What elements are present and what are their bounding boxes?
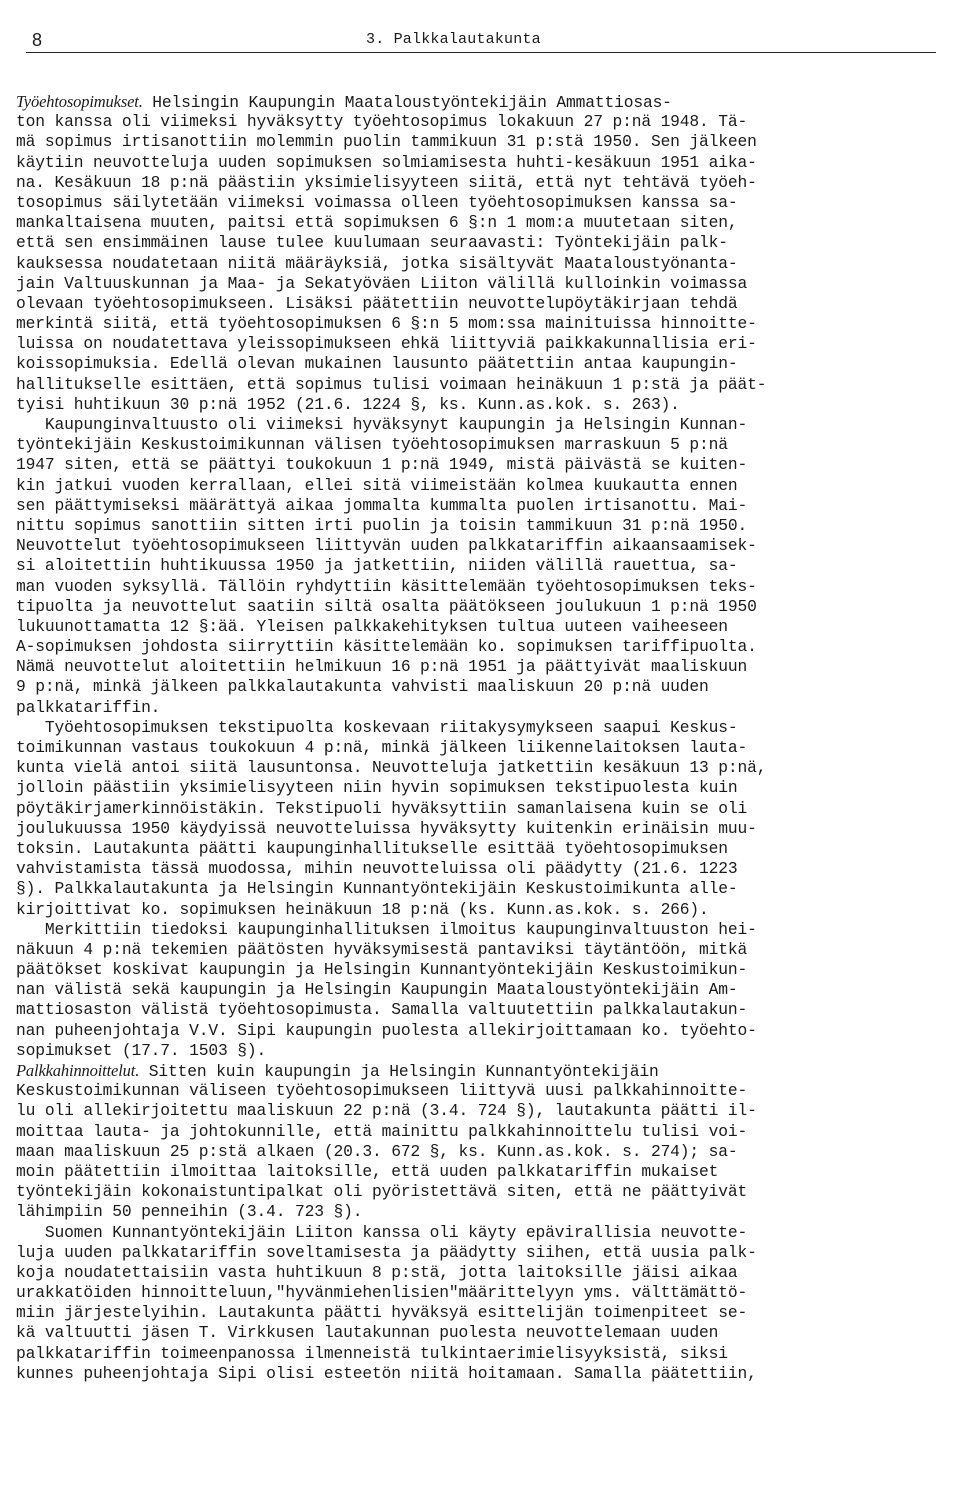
line-text: jolloin päästiin yksimielisyyteen niin hyvin sopimuksen tekstipuolesta kuin xyxy=(16,778,738,798)
line-text: Helsingin Kaupungin Maataloustyöntekijäin Ammattiosas- xyxy=(142,93,672,112)
line-text: tipuolta ja neuvottelut saatiin siltä osalta päätökseen joulukuun 1 p:nä 1950 xyxy=(16,596,757,616)
text-line xyxy=(16,637,950,657)
line-text: että sen ensimmäinen lause tulee kuulumaan seuraavasti: Työntekijäin palk- xyxy=(16,233,728,253)
text-line xyxy=(16,476,950,496)
line-text: maan maaliskuun 25 p:stä alkaen (20.3. 672 §, ks. Kunn.as.kok. s. 274); sa- xyxy=(16,1141,738,1161)
text-line xyxy=(16,455,950,475)
line-text: kunta vielä antoi siitä lausuntonsa. Neuvotteluja jatkettiin kesäkuun 13 p:nä, xyxy=(16,758,767,778)
line-text: man vuoden syksyllä. Tällöin ryhdyttiin käsittelemään työehtosopimuksen teks- xyxy=(16,576,757,596)
line-text: kin jatkui vuoden kerrallaan, ellei sitä viimeistään kolmea kuukautta ennen xyxy=(16,475,738,495)
text-line xyxy=(16,657,950,677)
text-line xyxy=(16,516,950,536)
text-line xyxy=(16,1081,950,1101)
line-text: palkkatariffin toimeenpanossa ilmenneistä tulkintaerimielisyyksistä, siksi xyxy=(16,1343,728,1363)
line-text: sopimukset (17.7. 1503 §). xyxy=(16,1040,267,1060)
body-text xyxy=(16,92,950,1384)
line-text: hallitukselle esittäen, että sopimus tulisi voimaan heinäkuun 1 p:stä ja päät- xyxy=(16,374,767,394)
text-line xyxy=(16,960,950,980)
text-line xyxy=(16,1182,950,1202)
line-text: na. Kesäkuun 18 p:nä päästiin yksimielisyyteen siitä, että nyt tehtävä työeh- xyxy=(16,172,757,192)
line-text: 9 p:nä, minkä jälkeen palkkalautakunta vahvisti maaliskuun 20 p:nä uuden xyxy=(16,677,709,697)
line-text: joulukuussa 1950 käydyissä neuvotteluissa hyväksytty kuitenkin erinäisin muu- xyxy=(16,818,757,838)
line-text: tyisi huhtikuun 30 p:nä 1952 (21.6. 1224 §, ks. Kunn.as.kok. s. 263). xyxy=(16,394,680,414)
line-text: merkintä siitä, että työehtosopimuksen 6 §:n 5 mom:ssa mainituissa hinnoitte- xyxy=(16,314,757,334)
line-text: käytiin neuvotteluja uuden sopimuksen solmiamisesta huhti-kesäkuun 1951 aika- xyxy=(16,152,757,172)
line-text: koja noudatettaisiin vasta huhtikuun 8 p:stä, jotta laitoksille jäisi aikaa xyxy=(16,1262,738,1282)
line-text: jain Valtuuskunnan ja Maa- ja Sekatyöväen Liiton välillä kulloinkin voimassa xyxy=(16,273,748,293)
text-line xyxy=(16,1344,950,1364)
text-line xyxy=(16,233,950,253)
text-line xyxy=(16,1263,950,1283)
text-line xyxy=(16,1364,950,1384)
text-line xyxy=(16,1283,950,1303)
text-line xyxy=(16,435,950,455)
line-text: mattiosaston välistä työehtosopimusta. Samalla valtuutettiin palkkalautakun- xyxy=(16,1000,748,1020)
line-text: si aloitettiin huhtikuussa 1950 ja jatkettiin, niiden välillä rauettua, sa- xyxy=(16,556,738,576)
text-line xyxy=(16,173,950,193)
line-text: Nämä neuvottelut aloitettiin helmikuun 16 p:nä 1951 ja päättyivät maaliskuun xyxy=(16,657,748,677)
line-text: miin järjestelyihin. Lautakunta päätti hyväksyä esittelijän toimenpiteet se- xyxy=(16,1303,748,1323)
line-text: Kaupunginvaltuusto oli viimeksi hyväksynyt kaupungin ja Helsingin Kunnan- xyxy=(16,415,748,434)
text-line xyxy=(16,859,950,879)
text-line xyxy=(16,1021,950,1041)
text-line xyxy=(16,980,950,1000)
text-line xyxy=(16,900,950,920)
line-text: näkuun 4 p:nä tekemien päätösten hyväksymisestä pantaviksi täytäntöön, mitkä xyxy=(16,939,748,959)
line-text: kä valtuutti jäsen T. Virkkusen lautakunnan puolesta neuvottelemaan uuden xyxy=(16,1323,719,1343)
text-line xyxy=(16,778,950,798)
line-text: työntekijäin kokonaistuntipalkat oli pyöristettävä siten, että ne päättyivät xyxy=(16,1182,748,1202)
line-text: nittu sopimus sanottiin sitten irti puolin ja toisin tammikuun 31 p:nä 1950. xyxy=(16,515,748,535)
page-header xyxy=(26,22,936,53)
line-text: kauksessa noudatetaan niitä määräyksiä, jotka sisältyvät Maataloustyönanta- xyxy=(16,253,738,273)
line-text: Neuvottelut työehtosopimukseen liittyvän uuden palkkatariffin aikaansaamisek- xyxy=(16,536,757,556)
line-text: mä sopimus irtisanottiin molemmin puolin tammikuun 31 p:stä 1950. Sen jälkeen xyxy=(16,132,757,152)
text-line xyxy=(16,1223,950,1243)
line-text: moin päätettiin ilmoittaa laitoksille, että uuden palkkatariffin mukaiset xyxy=(16,1161,719,1181)
text-line xyxy=(16,193,950,213)
text-line xyxy=(16,819,950,839)
line-text: lähimpiin 50 penneihin (3.4. 723 §). xyxy=(16,1202,363,1222)
text-line xyxy=(16,354,950,374)
text-line xyxy=(16,1162,950,1182)
line-text: toksin. Lautakunta päätti kaupunginhallitukselle esittää työehtosopimuksen xyxy=(16,838,728,858)
text-line xyxy=(16,1061,950,1081)
line-text: pöytäkirjamerkinnöistäkin. Tekstipuoli hyväksyttiin samanlaisena kuin se oli xyxy=(16,798,748,818)
line-text: kunnes puheenjohtaja Sipi olisi esteetön niitä hoitamaan. Samalla päätettiin, xyxy=(16,1363,757,1383)
text-line xyxy=(16,1142,950,1162)
line-text: lukuunottamatta 12 §:ää. Yleisen palkkakehityksen tultua uuteen vaiheeseen xyxy=(16,616,728,636)
text-line xyxy=(16,556,950,576)
text-line xyxy=(16,1303,950,1323)
page-number: 8 xyxy=(32,30,43,50)
text-line xyxy=(16,92,950,112)
line-text: Keskustoimikunnan väliseen työehtosopimukseen liittyvä uusi palkkahinnoitte- xyxy=(16,1081,748,1101)
line-text: päätökset koskivat kaupungin ja Helsingin Kunnantyöntekijäin Keskustoimikun- xyxy=(16,960,748,980)
section-heading: Palkkahinnoittelut. xyxy=(16,1061,140,1080)
line-text: nan välistä sekä kaupungin ja Helsingin Kaupungin Maataloustyöntekijäin Am- xyxy=(16,980,738,1000)
line-text: 1947 siten, että se päättyi toukokuun 1 p:nä 1949, mistä päivästä se kuiten- xyxy=(16,455,748,475)
text-line xyxy=(16,920,950,940)
line-text: luissa on noudatettava yleissopimukseen ehkä liittyviä paikkakunnallisia eri- xyxy=(16,334,757,354)
line-text: A-sopimuksen johdosta siirryttiin käsittelemään ko. sopimuksen tariffipuolta. xyxy=(16,637,757,657)
running-head: 3. Palkkalautakunta xyxy=(366,31,541,48)
line-text: luja uuden palkkatariffin soveltamisesta ja päädytty siihen, että uusia palk- xyxy=(16,1242,757,1262)
line-text: koissopimuksia. Edellä olevan mukainen lausunto päätettiin antaa kaupungin- xyxy=(16,354,738,374)
text-line xyxy=(16,1243,950,1263)
line-text: vahvistamista tässä muodossa, mihin neuvotteluissa oli päädytty (21.6. 1223 xyxy=(16,859,738,879)
text-line xyxy=(16,577,950,597)
text-line xyxy=(16,677,950,697)
text-line xyxy=(16,879,950,899)
line-text: ton kanssa oli viimeksi hyväksytty työehtosopimus lokakuun 27 p:nä 1948. Tä- xyxy=(16,112,748,132)
line-text: sen päättymiseksi määrättyä aikaa jommalta kummalta puolen irtisanottu. Mai- xyxy=(16,495,748,515)
line-text: moittaa lauta- ja johtokunnille, että mainittu palkkahinnoittelu tulisi voi- xyxy=(16,1121,748,1141)
line-text: olevaan työehtosopimukseen. Lisäksi päätettiin neuvottelupöytäkirjaan tehdä xyxy=(16,293,738,313)
text-line xyxy=(16,617,950,637)
text-line xyxy=(16,1122,950,1142)
text-line xyxy=(16,1000,950,1020)
text-line xyxy=(16,839,950,859)
text-line xyxy=(16,294,950,314)
text-line xyxy=(16,1323,950,1343)
text-line xyxy=(16,213,950,233)
line-text: palkkatariffin. xyxy=(16,697,161,717)
text-line xyxy=(16,395,950,415)
text-line xyxy=(16,254,950,274)
text-line xyxy=(16,314,950,334)
text-line xyxy=(16,1041,950,1061)
line-text: nan puheenjohtaja V.V. Sipi kaupungin puolesta allekirjoittamaan ko. työehto- xyxy=(16,1020,757,1040)
text-line xyxy=(16,1101,950,1121)
line-text: toimikunnan vastaus toukokuun 4 p:nä, minkä jälkeen liikennelaitoksen lauta- xyxy=(16,738,748,757)
text-line xyxy=(16,597,950,617)
line-text: Merkittiin tiedoksi kaupunginhallituksen ilmoitus kaupunginvaltuuston hei- xyxy=(16,919,757,939)
text-line xyxy=(16,496,950,516)
line-text: §). Palkkalautakunta ja Helsingin Kunnantyöntekijäin Keskustoimikunta alle- xyxy=(16,879,738,899)
text-line xyxy=(16,334,950,354)
text-line xyxy=(16,758,950,778)
line-text: Työehtosopimuksen tekstipuolta koskevaan riitakysymykseen saapui Keskus- xyxy=(16,717,738,737)
text-line xyxy=(16,415,950,435)
text-line xyxy=(16,738,950,758)
line-text: urakkatöiden hinnoitteluun,"hyvänmiehenlisien"määrittelyyn yms. välttämättö- xyxy=(16,1283,748,1303)
text-line xyxy=(16,718,950,738)
text-line xyxy=(16,112,950,132)
line-text: työntekijäin Keskustoimikunnan välisen työehtosopimuksen marraskuun 5 p:nä xyxy=(16,435,728,455)
text-line xyxy=(16,698,950,718)
text-line xyxy=(16,132,950,152)
line-text: Suomen Kunnantyöntekijäin Liiton kanssa oli käyty epävirallisia neuvotte- xyxy=(16,1222,748,1242)
line-text: Sitten kuin kaupungin ja Helsingin Kunnantyöntekijäin xyxy=(139,1062,659,1081)
text-line xyxy=(16,940,950,960)
line-text: tosopimus säilytetään viimeksi voimassa olleen työehtosopimuksen kanssa sa- xyxy=(16,192,738,212)
text-line xyxy=(16,799,950,819)
line-text: lu oli allekirjoitettu maaliskuun 22 p:nä (3.4. 724 §), lautakunta päätti il- xyxy=(16,1101,757,1121)
text-line xyxy=(16,1202,950,1222)
line-text: kirjoittivat ko. sopimuksen heinäkuun 18 p:nä (ks. Kunn.as.kok. s. 266). xyxy=(16,899,709,919)
line-text: mankaltaisena muuten, paitsi että sopimuksen 6 §:n 1 mom:a muutetaan siten, xyxy=(16,213,738,233)
section-heading: Työehtosopimukset. xyxy=(16,92,143,111)
text-line xyxy=(16,274,950,294)
text-line xyxy=(16,375,950,395)
text-line xyxy=(16,536,950,556)
text-line xyxy=(16,153,950,173)
